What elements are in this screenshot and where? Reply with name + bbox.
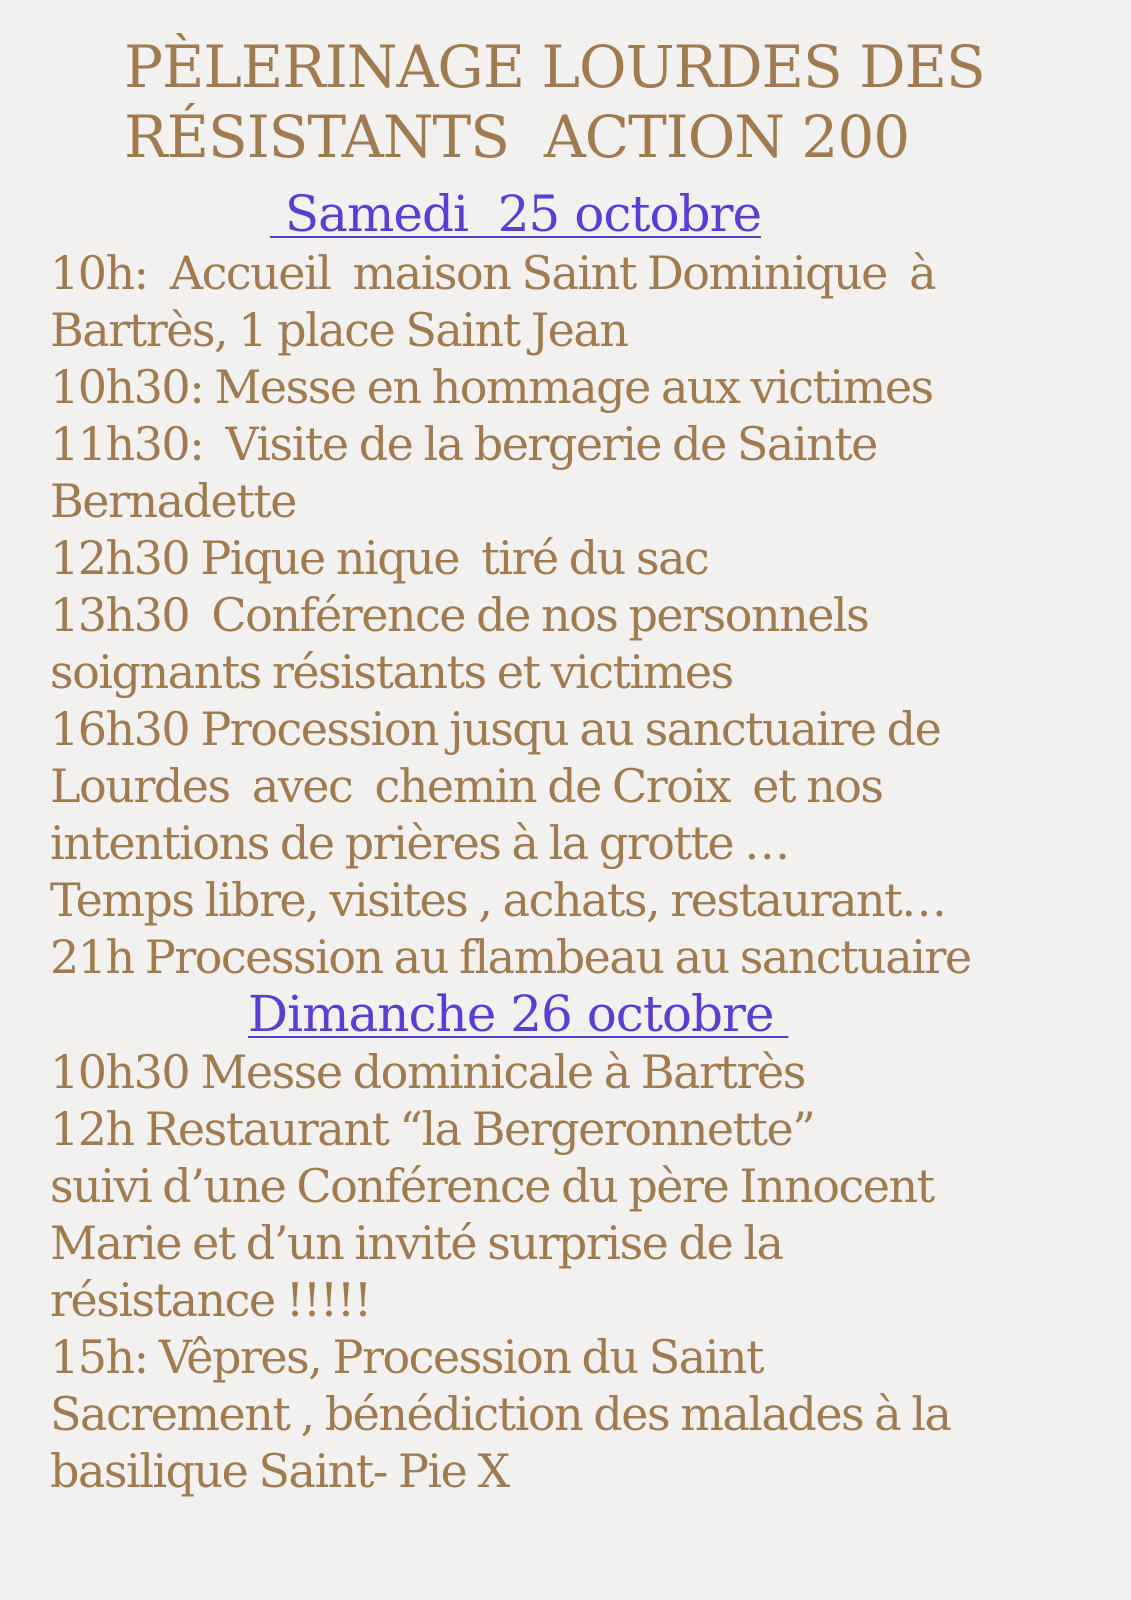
schedule-line: Sacrement , bénédiction des malades à la [50, 1387, 951, 1441]
page-title [124, 32, 1084, 172]
schedule-line: Bartrès, 1 place Saint Jean [50, 303, 628, 357]
schedule-line: 12h30 Pique nique tiré du sac [50, 531, 709, 585]
sunday-heading: Dimanche 26 octobre [248, 985, 789, 1043]
schedule-line: 13h30 Conférence de nos personnels [50, 588, 869, 642]
schedule-line: 10h30 Messe dominicale à Bartrès [50, 1045, 805, 1099]
schedule-line: Marie et d’un invité surprise de la [50, 1216, 783, 1270]
schedule-line: résistance !!!!! [50, 1273, 371, 1327]
schedule-line: suivi d’une Conférence du père Innocent [50, 1159, 934, 1213]
sunday-schedule [50, 1044, 1120, 1500]
schedule-line: 21h Procession au flambeau au sanctuaire [50, 930, 971, 984]
schedule-line: intentions de prières à la grotte … [50, 816, 789, 870]
schedule-line: 10h30: Messe en hommage aux victimes [50, 360, 933, 414]
saturday-heading: Samedi 25 octobre [270, 185, 762, 243]
schedule-line: Bernadette [50, 474, 296, 528]
schedule-line: 16h30 Procession jusqu au sanctuaire de [50, 702, 941, 756]
schedule-line: Temps libre, visites , achats, restaurant… [50, 873, 946, 927]
saturday-schedule [50, 245, 1120, 986]
schedule-line: soignants résistants et victimes [50, 645, 733, 699]
schedule-line: 10h: Accueil maison Saint Dominique à [50, 246, 936, 300]
title-line-2: RÉSISTANTS ACTION 200 [124, 103, 910, 171]
schedule-line: 11h30: Visite de la bergerie de Sainte [50, 417, 877, 471]
schedule-line: 12h Restaurant “la Bergeronnette” [50, 1102, 815, 1156]
schedule-line: Lourdes avec chemin de Croix et nos [50, 759, 883, 813]
title-line-1: PÈLERINAGE LOURDES DES [124, 33, 985, 101]
schedule-line: basilique Saint- Pie X [50, 1444, 509, 1498]
schedule-line: 15h: Vêpres, Procession du Saint [50, 1330, 763, 1384]
